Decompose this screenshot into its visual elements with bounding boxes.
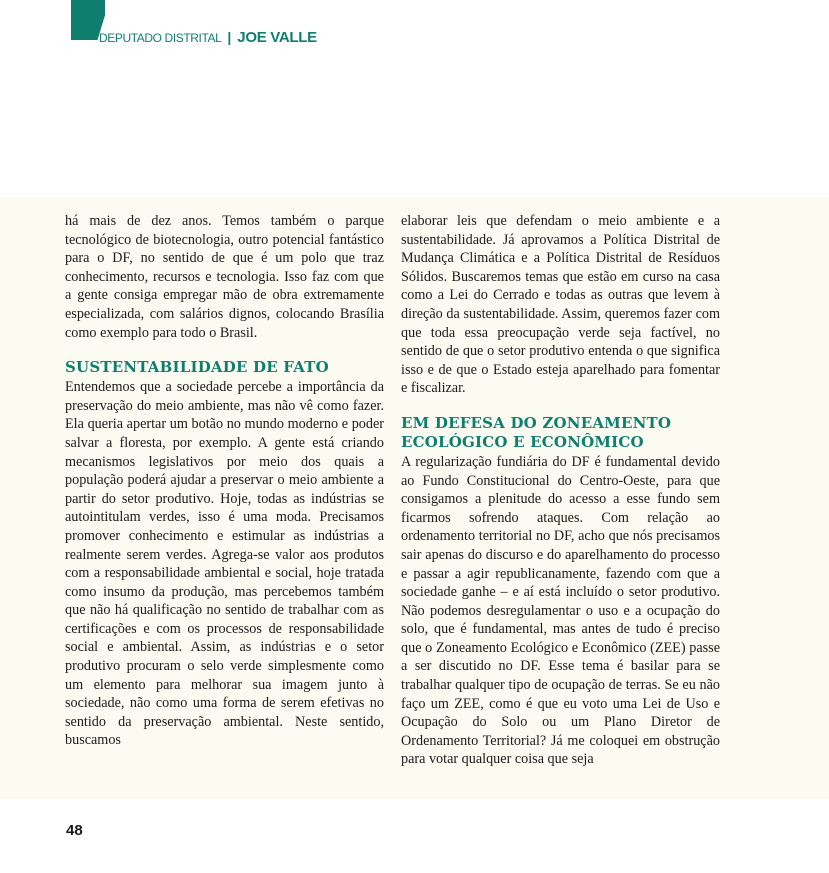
left-body-paragraph: Entendemos que a sociedade percebe a importância da preservação do meio ambiente, mas não vê como fazer. Ela queria apertar um botão no mundo moderno e poder salvar a floresta, por exemplo. A gente está criando mecanismos legislativos por meio dos quais a população poderá ajudar a preservar o meio ambiente a partir do setor produtivo. Hoje, todas as indústrias se autointitulam verdes, isso é uma moda. Precisamos promover conhecimento e estimular as indústrias a realmente serem verdes. Agrega-se valor aos produtos com a responsabilidade ambiental e social, hoje tratada como insumo da produção, mas percebemos também que não há qualificação no sentido de trabalhar com as certificações e com os processos de responsabilidade social e ambiental. Assim, as indústrias e o setor produtivo procuram o selo verde simplesmente como um elemento para melhorar sua imagem junto à sociedade, não como uma forma de serem efetivas no sentido da preservação ambiental. Neste sentido, buscamos — [65, 379, 384, 749]
right-body-paragraph: A regularização fundiária do DF é fundamental devido ao Fundo Constitucional do Centro-Oeste, para que consigamos a plenitude do acesso a esse fundo sem ficarmos sofrendo ataques. Com relação ao ordenamento territorial no DF, acho que nós precisamos sair apenas do discurso e do aparelhamento do processo e passar a agir republicanamente, fazendo com que a sociedade ganhe – e aí está incluído o setor produtivo. Não podemos desregulamentar o uso e a ocupação do solo, que é fundamental, mas antes de tudo é preciso que o Zoneamento Ecológico e Econômico (ZEE) passe a ser discutido no DF. Esse tema é basilar para se trabalhar qualquer tipo de ocupação de terras. Se eu não faço um ZEE, como é que eu voto uma Lei de Uso e Ocupação do Solo ou um Plano Diretor de Ordenamento Territorial? Já me coloquei em obstrução para votar qualquer coisa que seja — [401, 453, 720, 768]
header-separator: | — [227, 29, 232, 45]
section-heading-sustentabilidade: SUSTENTABILIDADE DE FATO — [65, 358, 329, 377]
header-role: DEPUTADO DISTRITAL — [99, 31, 222, 45]
left-column — [65, 212, 384, 750]
left-intro-paragraph: há mais de dez anos. Temos também o parque tecnológico de biotecnologia, outro potencial fantástico para o DF, no sentido de que é um polo que traz conhecimento, recursos e tecnologia. Isso faz com que a gente consiga empregar mão de obra extremamente especializada, com salários dignos, colocando Brasília como exemplo para todo o Brasil. — [65, 213, 384, 341]
section-heading-zoneamento: EM DEFESA DO ZONEAMENTO ECOLÓGICO E ECONÔMICO — [401, 413, 672, 451]
running-header — [99, 28, 317, 47]
page-number: 48 — [66, 822, 83, 839]
right-intro-paragraph: elaborar leis que defendam o meio ambiente e a sustentabilidade. Já aprovamos a Política Distrital de Mudança Climática e a Política Distrital de Resíduos Sólidos. Buscaremos temas que estão em curso na casa como a Lei do Cerrado e todas as outras que levem à direção da sustentabilidade. Assim, queremos fazer com que toda essa preocupação verde seja factível, no sentido de que o setor produtivo entenda o que significa isso e de que o Estado esteja aparelhado para fomentar e fiscalizar. — [401, 213, 720, 397]
right-column — [401, 212, 720, 769]
header-name: JOE VALLE — [237, 29, 317, 46]
